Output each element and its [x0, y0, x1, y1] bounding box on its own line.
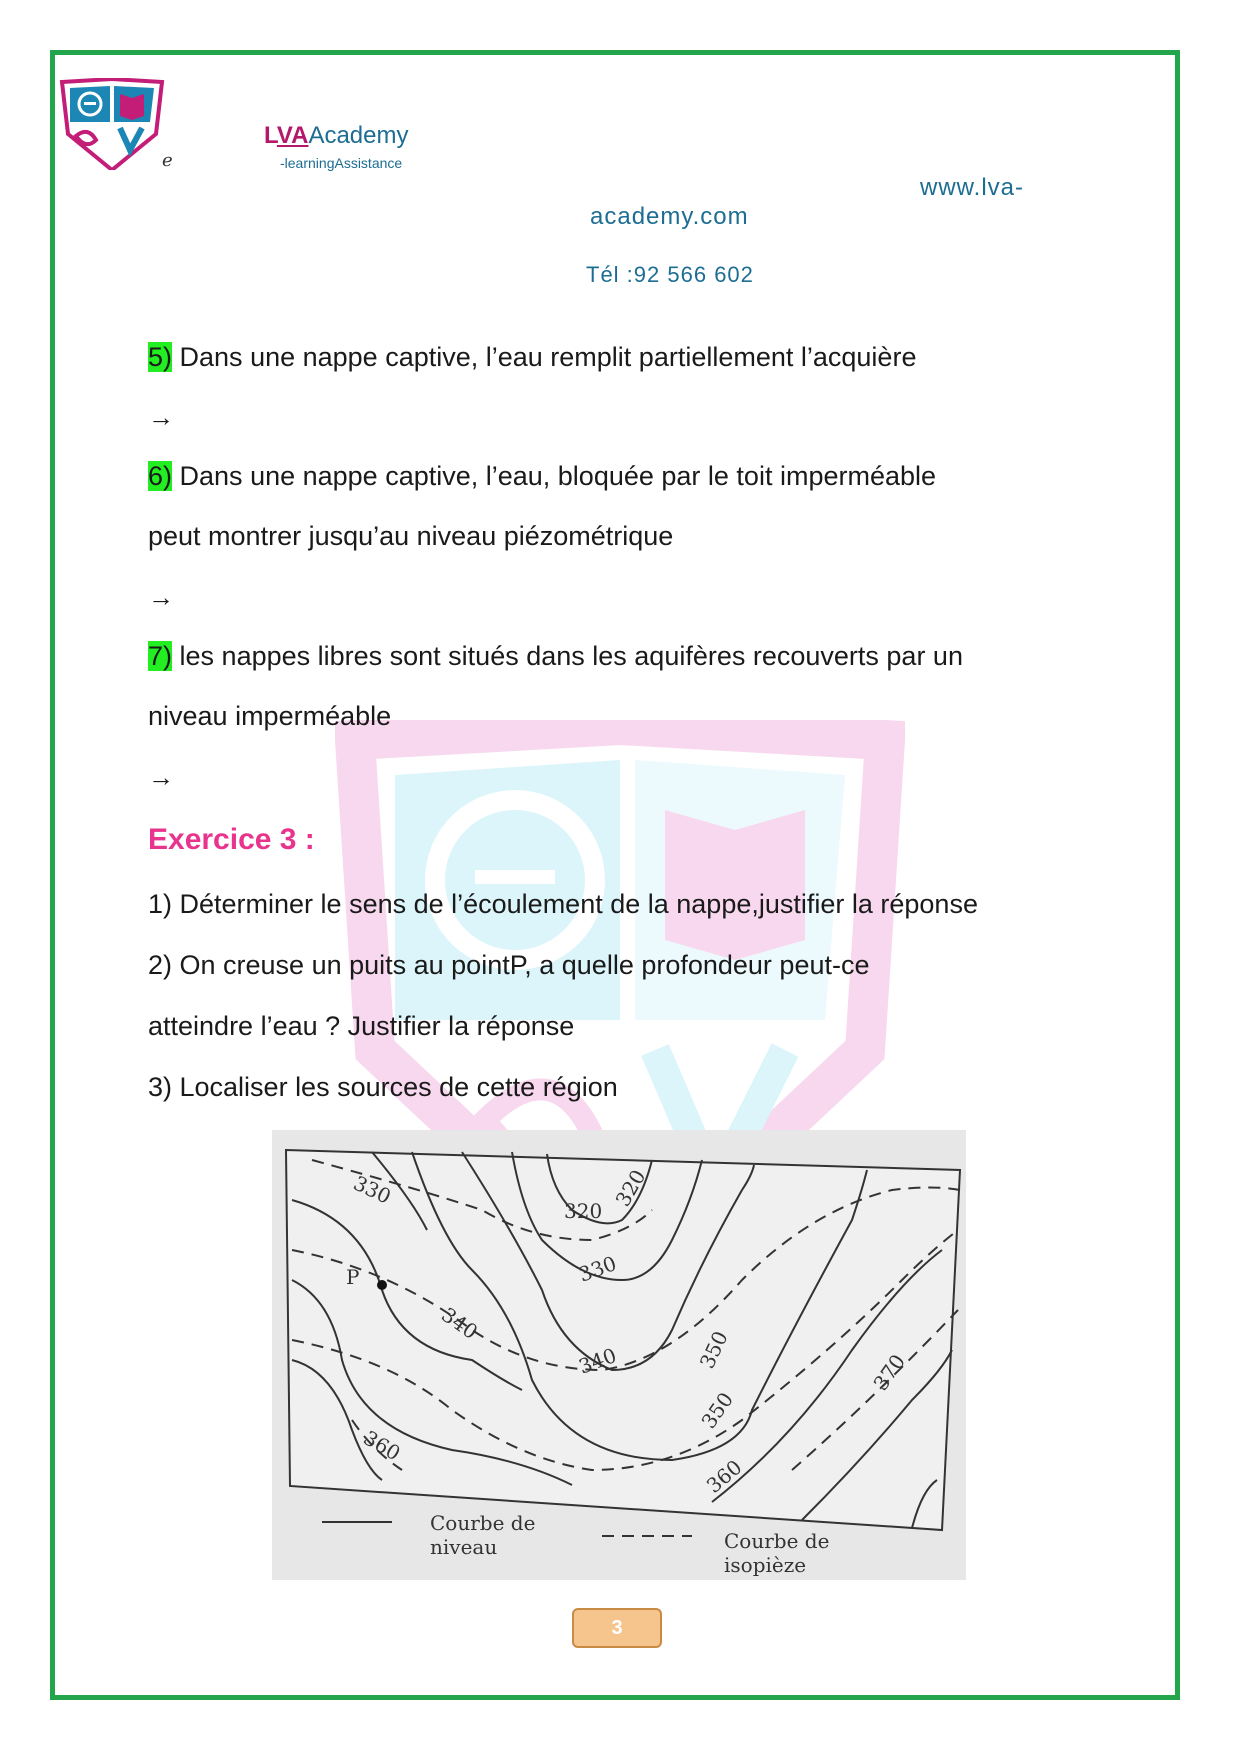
statement-number: 5): [148, 342, 173, 372]
contour-label: 360: [359, 1425, 405, 1466]
brand-name: [264, 122, 409, 150]
contour-label: 320: [564, 1199, 603, 1223]
contour-label: 350: [694, 1327, 733, 1373]
contour-label: 350: [696, 1387, 738, 1433]
logo-tagline: e: [162, 150, 173, 171]
legend-dashed-label-1: Courbe de: [724, 1529, 830, 1553]
contour-label: 340: [575, 1343, 620, 1379]
page-number: 3: [572, 1608, 662, 1648]
exercise-question-3: 3) Localiser les sources de cette région: [148, 1072, 618, 1102]
statement-6-continued: peut montrer jusqu’au niveau piézométrique: [148, 521, 674, 551]
legend-dashed-label-2: isopièze: [724, 1553, 807, 1577]
exercise-question-2: 2) On creuse un puits au pointP, a quelle profondeur peut-ce: [148, 950, 870, 980]
answer-arrow: →: [148, 402, 174, 432]
contour-label: 340: [437, 1302, 483, 1344]
point-p: [377, 1280, 387, 1290]
answer-arrow: →: [148, 762, 174, 792]
contour-map: [272, 1130, 966, 1580]
brand-part-3: Academy: [308, 122, 409, 149]
legend-solid-label-2: niveau: [430, 1535, 498, 1559]
contour-label: 370: [868, 1349, 910, 1395]
brand-part-2: VA: [276, 122, 309, 149]
exercise-title: Exercice 3 :: [148, 823, 315, 856]
lva-logo: [58, 78, 166, 170]
website-url-line1[interactable]: www.lva-: [920, 174, 1025, 201]
brand-part-1: L: [264, 122, 277, 149]
statement-6: [148, 461, 936, 492]
statement-text: Dans une nappe captive, l’eau, bloquée par le toit imperméable: [179, 461, 937, 491]
contour-label: 320: [610, 1165, 651, 1211]
exercise-question-2-continued: atteindre l’eau ? Justifier la réponse: [148, 1011, 575, 1041]
statement-number: 7): [148, 641, 173, 671]
exercise-question-1: 1) Déterminer le sens de l’écoulement de la nappe,justifier la réponse: [148, 889, 978, 919]
point-p-label: P: [346, 1265, 360, 1289]
website-url-line2[interactable]: academy.com: [590, 203, 749, 230]
statement-text: Dans une nappe captive, l’eau remplit partiellement l’acquière: [179, 342, 917, 372]
contour-label: 330: [349, 1170, 395, 1209]
contour-label: 360: [701, 1454, 747, 1498]
statement-5: [148, 342, 916, 373]
statement-number: 6): [148, 461, 173, 491]
brand-subtitle: -learningAssistance: [280, 155, 403, 171]
statement-7: [148, 641, 963, 672]
contour-label: 330: [575, 1251, 620, 1287]
statement-text: les nappes libres sont situés dans les aquifères recouverts par un: [179, 641, 963, 671]
statement-7-continued: niveau imperméable: [148, 701, 392, 731]
phone-number: Tél :92 566 602: [586, 262, 754, 287]
answer-arrow: →: [148, 582, 174, 612]
legend-solid-label-1: Courbe de: [430, 1511, 536, 1535]
